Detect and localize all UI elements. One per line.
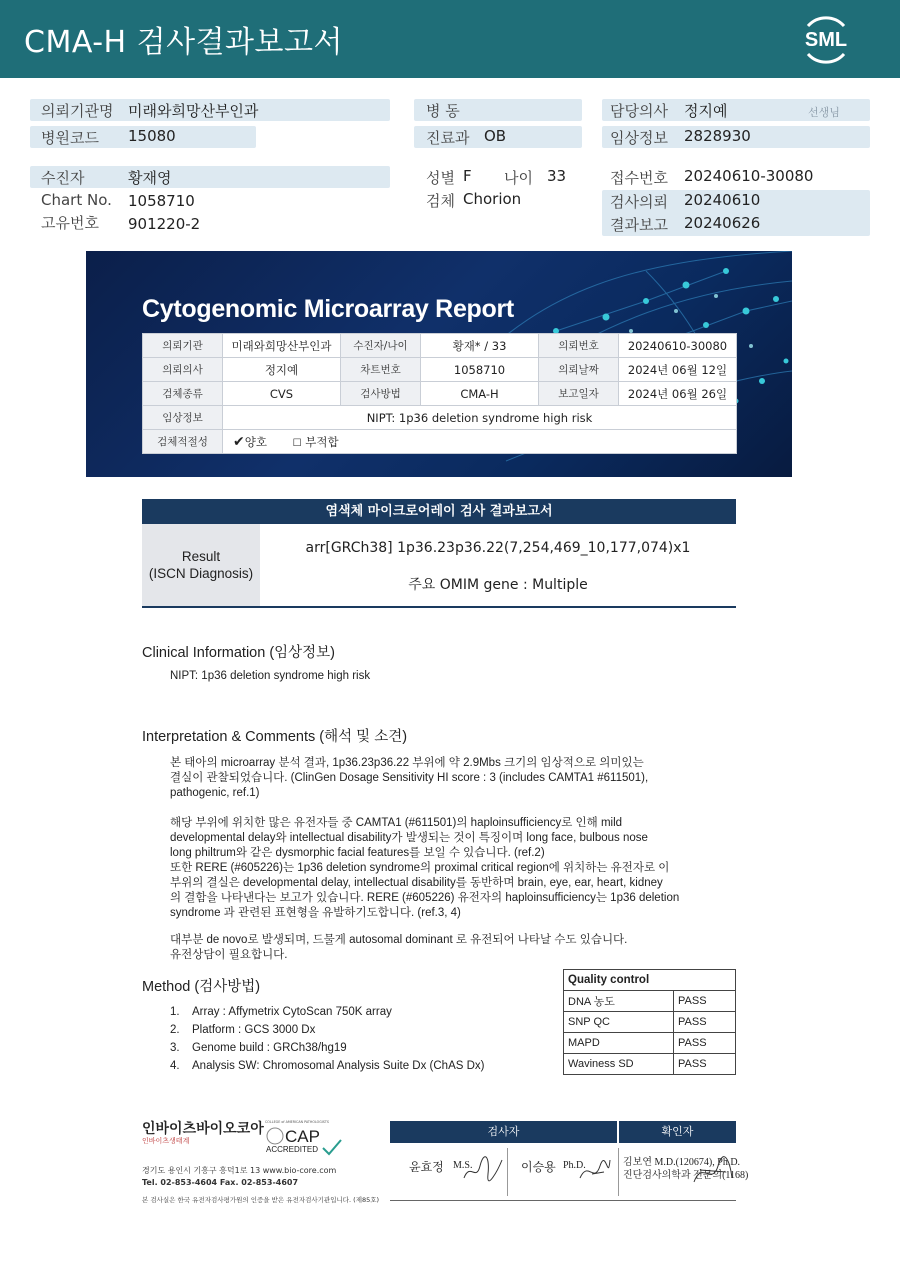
method-item (170, 1006, 392, 1018)
clinical-info-heading: Clinical Information (임상정보) (142, 645, 336, 661)
signature-icon (460, 1152, 504, 1186)
checked-icon: ✔ (233, 433, 245, 450)
signature-icon (690, 1152, 736, 1188)
cell-label: 의뢰번호 (539, 334, 619, 358)
qc-name: Waviness SD (564, 1054, 674, 1075)
cell-value: 미래와희망산부인과 (223, 334, 341, 358)
receipt-label: 접수번호 (610, 169, 668, 187)
patient-value: 황재영 (128, 169, 172, 187)
sex-value: F (463, 167, 472, 185)
clinical-info-text: NIPT: 1p36 deletion syndrome high risk (170, 670, 371, 682)
cell-label: 수진자/나이 (341, 334, 421, 358)
cell-value: 2024년 06월 12일 (619, 358, 737, 382)
result-label-line1: Result (181, 549, 221, 564)
method-item (170, 1024, 315, 1036)
report-title: CMA-H 검사결과보고서 (24, 25, 343, 60)
unchecked-box-icon: ☐ (292, 437, 302, 449)
specimen-label: 검체 (426, 192, 455, 210)
report-label: 결과보고 (610, 216, 668, 234)
method-num: 3. (170, 1042, 180, 1054)
qc-result: PASS (674, 991, 736, 1012)
confirmer-line1: 김보연 M.D.(120674), Ph.D. (623, 1157, 741, 1168)
cap-accredited-logo (265, 1118, 343, 1158)
text-line: 본 태아의 microarray 분석 결과, 1p36.23p36.22 부위에 약 2.9Mbs 크기의 임상적으로 의미있는 (170, 757, 644, 769)
method-text: Analysis SW: Chromosomal Analysis Suite Dx (ChAS Dx) (192, 1060, 485, 1072)
method-num: 2. (170, 1024, 180, 1036)
tester2-name: 이승용 (521, 1160, 556, 1174)
text-line: 해당 부위에 위치한 많은 유전자들 중 CAMTA1 (#611501)의 haploinsufficiency로 인해 mild (170, 817, 623, 829)
chart-value: 1058710 (128, 192, 195, 210)
ward-label: 병 동 (426, 102, 460, 120)
text-line: pathogenic, ref.1) (170, 787, 260, 799)
specimen-value: Chorion (463, 190, 522, 208)
method-heading: Method (검사방법) (142, 979, 261, 995)
interpretation-heading: Interpretation & Comments (해석 및 소견) (142, 729, 408, 745)
method-item (170, 1042, 347, 1054)
lab-address: 경기도 용인시 기흥구 흥덕1로 13 www.bio-core.com (142, 1166, 337, 1175)
omim-gene: 주요 OMIM gene : Multiple (408, 577, 588, 593)
iscn-diagnosis: arr[GRCh38] 1p36.23p36.22(7,254,469_10,177,074)x1 (305, 540, 691, 556)
method-num: 4. (170, 1060, 180, 1072)
lab-note: 본 검사실은 한국 유전자검사평가원의 인증을 받은 유전자검사기관입니다. (제85호) (142, 1196, 380, 1204)
qc-name: DNA 농도 (564, 991, 674, 1012)
cell-value: NIPT: 1p36 deletion syndrome high risk (223, 406, 737, 430)
cell-value: 황재* / 33 (421, 334, 539, 358)
cell-label: 검체적절성 (143, 430, 223, 454)
qc-result: PASS (674, 1012, 736, 1033)
cap-text: CAP (285, 1127, 320, 1146)
cell-label: 의뢰기관 (143, 334, 223, 358)
text-line: long philtrum와 같은 dysmorphic facial features를 보일 수 있습니다. (ref.2) (170, 847, 545, 859)
qc-name: SNP QC (564, 1012, 674, 1033)
clinical-label: 임상정보 (610, 129, 668, 147)
cell-label: 차트번호 (341, 358, 421, 382)
chart-label: Chart No. (41, 191, 112, 209)
quality-control-table (563, 969, 736, 1075)
cell-value: 2024년 06월 26일 (619, 382, 737, 406)
lab-logo-sub: 인바이츠생태계 (142, 1137, 190, 1145)
text-line: syndrome 과 관련된 표현형을 유발하기도합니다. (ref.3, 4) (170, 907, 461, 919)
cell-value: 1058710 (421, 358, 539, 382)
id-label: 고유번호 (41, 214, 99, 232)
sml-logo (796, 10, 856, 68)
text-line: 유전상담이 필요합니다. (170, 949, 288, 961)
method-text: Array : Affymetrix CytoScan 750K array (192, 1006, 392, 1018)
cell-label: 보고일자 (539, 382, 619, 406)
hospital-code-label: 병원코드 (41, 129, 99, 147)
result-label-line2: (ISCN Diagnosis) (148, 566, 254, 581)
method-text: Platform : GCS 3000 Dx (192, 1024, 316, 1036)
institution-label: 의뢰기관명 (41, 102, 114, 120)
cell-value: 20240610-30080 (619, 334, 737, 358)
report-header (0, 0, 900, 78)
text-line: 대부분 de novo로 발생되며, 드물게 autosomal dominant 로 유전되어 나타날 수도 있습니다. (170, 934, 628, 946)
text-line: 결실이 관찰되었습니다. (ClinGen Dosage Sensitivity HI score : 3 (includes CAMTA1 #611501), (170, 772, 649, 784)
cell-label: 검사방법 (341, 382, 421, 406)
text-line: 부위의 결실은 developmental delay, intellectual disability를 동반하며 brain, eye, ear, heart, kidney (170, 877, 663, 889)
banner-title: Cytogenomic Microarray Report (142, 295, 514, 323)
tester2-cred: Ph.D. (563, 1160, 586, 1171)
receipt-value: 20240610-30080 (684, 167, 814, 185)
tester1-name: 윤효정 (409, 1160, 444, 1174)
adequate-option: 양호 (244, 434, 267, 449)
hospital-code-value: 15080 (128, 127, 176, 145)
result-box (142, 524, 736, 608)
result-heading: 염색체 마이크로어레이 검사 결과보고서 (142, 499, 736, 524)
result-label (142, 524, 260, 606)
cell-value: CMA-H (421, 382, 539, 406)
patient-label: 수진자 (41, 169, 85, 187)
sex-label: 성별 (426, 169, 455, 187)
dept-value: OB (484, 127, 507, 145)
microarray-banner (86, 251, 792, 477)
cap-line1: COLLEGE of AMERICAN PATHOLOGISTS (265, 1120, 329, 1124)
qc-result: PASS (674, 1033, 736, 1054)
text-line: 또한 RERE (#605226)는 1p36 deletion syndrome의 proximal critical region에 위치하는 유전자로 이 (170, 862, 670, 874)
age-label: 나이 (504, 169, 533, 187)
qc-result: PASS (674, 1054, 736, 1075)
method-num: 1. (170, 1006, 180, 1018)
lab-logo-name: 인바이츠바이오코아 (142, 1121, 264, 1137)
confirmer-heading: 확인자 (619, 1121, 736, 1143)
qc-heading: Quality control (564, 970, 736, 991)
doctor-suffix: 선생님 (808, 106, 840, 119)
doctor-value: 정지예 (684, 102, 728, 120)
divider (507, 1148, 508, 1196)
lab-phone: Tel. 02-853-4604 Fax. 02-853-4607 (142, 1178, 299, 1187)
method-text: Genome build : GRCh38/hg19 (192, 1042, 347, 1054)
cell-label: 검체종류 (143, 382, 223, 406)
doctor-label: 담당의사 (610, 102, 668, 120)
inadequate-option: 부적합 (305, 434, 339, 449)
request-label: 검사의뢰 (610, 193, 668, 211)
adequacy-cell (223, 430, 737, 454)
age-value: 33 (547, 167, 567, 185)
request-value: 20240610 (684, 191, 761, 209)
cell-value: CVS (223, 382, 341, 406)
cell-value: 정지예 (223, 358, 341, 382)
cell-label: 의뢰의사 (143, 358, 223, 382)
clinical-value: 2828930 (684, 127, 751, 145)
id-value: 901220-2 (128, 215, 201, 233)
signature-icon (574, 1154, 614, 1188)
method-item (170, 1060, 485, 1072)
confirmer-line2: 진단검사의학과 전문의(1168) (623, 1170, 749, 1181)
tester1-cred: M.S. (453, 1160, 473, 1171)
qc-name: MAPD (564, 1033, 674, 1054)
cell-label: 의뢰날짜 (539, 358, 619, 382)
report-value: 20240626 (684, 214, 761, 232)
divider (618, 1148, 619, 1196)
institution-value: 미래와희망산부인과 (128, 102, 259, 120)
cap-accredited: ACCREDITED (266, 1145, 319, 1154)
banner-info-table (142, 333, 737, 454)
text-line: 의 결함을 나타낸다는 보고가 있습니다. RERE (#605226) 유전자의 haploinsufficiency는 1p36 deletion (170, 892, 680, 904)
tester-heading: 검사자 (390, 1121, 617, 1143)
cell-label: 임상정보 (143, 406, 223, 430)
dept-label: 진료과 (426, 129, 470, 147)
sml-logo-text: SML (804, 29, 848, 51)
text-line: developmental delay와 intellectual disability가 발생되는 것이 특징이며 long face, bulbous nose (170, 832, 648, 844)
